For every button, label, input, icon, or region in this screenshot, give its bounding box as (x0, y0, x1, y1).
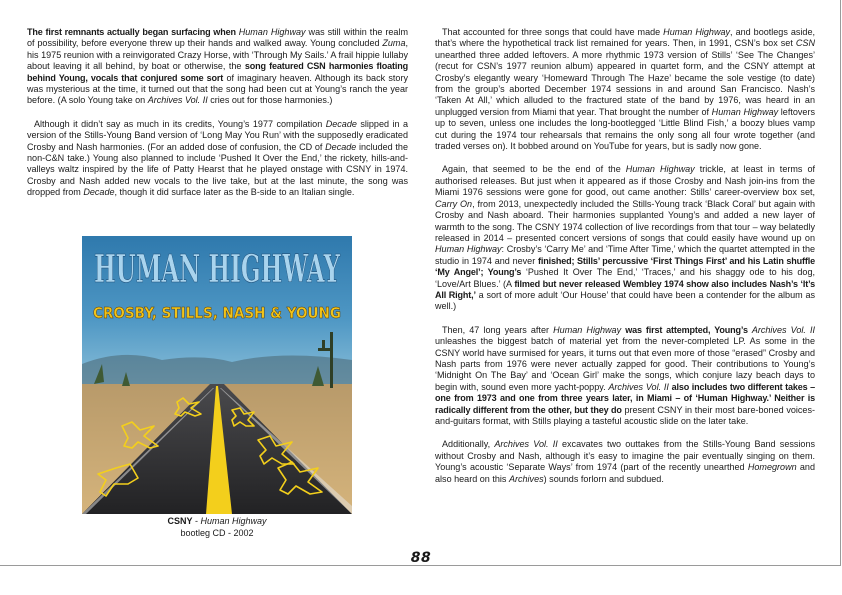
italic-text-run: Human Highway (435, 244, 502, 255)
text-run: Additionally, (442, 439, 495, 450)
italic-text-run: Human Highway (625, 164, 695, 175)
italic-text-run: Human Highway (238, 27, 306, 37)
italic-text-run: Zuma (382, 38, 406, 49)
italic-text-run: Carry On (435, 198, 473, 209)
text-run: Again, that seemed to be the end of the (442, 164, 626, 175)
caption-separator: - (192, 516, 201, 526)
bold-text-run: song featured CSN harmonies floating behind Young, vocals that conjured some sort (27, 61, 408, 83)
text-run: Then, 47 long years after (442, 324, 554, 335)
bold-text-run: The first remnants actually began surfacing when (27, 27, 239, 37)
paragraph (27, 119, 408, 199)
bold-text-run: was first attempted, Young’s (625, 324, 752, 335)
text-run: , and bootlegs aside, that’s where the hypothetical track list remained for years. Then, in 1991, CSN’s box set (435, 27, 816, 49)
italic-text-run: Human Highway (663, 27, 731, 37)
italic-text-run: Archives Vol. II (147, 95, 208, 106)
text-run: , his 1975 reunion with a reinvigorated Crazy Horse, with ‘Through My Sails.’ A frail hippie lullaby about leaving it all behind, by boat or otherwise, the (27, 38, 408, 72)
text-run: of imaginary heaven. Although its back story was mysterious at the time, it turned out that the song had been cut at Young’s ranch the year before. (A solo Young take on (27, 72, 409, 106)
left-column (27, 27, 408, 211)
right-column (435, 27, 815, 497)
text-run: and also heard on this (435, 462, 815, 484)
caption-subtitle: bootleg CD - 2002 (180, 527, 254, 538)
text-run: Although it didn’t say as much in its credits, Young’s 1977 compilation (34, 118, 326, 129)
text-run: a sort of more adult ‘Our House’ that could have been a contender for the album as well.) (435, 289, 815, 312)
text-run: , though it did surface later as the B-side to an Italian single. (114, 187, 355, 198)
bold-text-run: filmed but never released Wembley 1974 show also includes Nash’s ‘It’s All Right,’ (435, 278, 816, 300)
text-run: ‘Pushed It Over The End,’ ‘Traces,’ and his shaggy ode to his dog, ‘Love/Art Blues.’ (A (435, 267, 815, 289)
text-run: present CSNY in their most bare-boned voices-and-guitars format, with Stills playing a tasteful acoustic slide on the later take. (435, 404, 815, 426)
text-run: That accounted for three songs that could have made (442, 27, 664, 37)
text-run: , from 2013, unexpectedly included the Stills-Young track ‘Black Coral’ but again with Crosby and Nash aboard. Their harmonies supplanted Young’s and added a new layer of warmth to the song. The CSNY 1974 collection of live recordings from that tour – way belatedly released in 2014 – presented concert versions of songs that could easily have wound up on (435, 198, 815, 243)
italic-text-run: Archives Vol. II (494, 439, 558, 450)
cover-title: HUMAN HIGHWAY (94, 246, 341, 291)
italic-text-run: Archives Vol. II (751, 324, 816, 335)
text-run: excavates two outtakes from the Stills-Young Band sessions without Crosby and Nash, although it’s easy to imagine the pair eventually singing on them. Young’s acoustic ‘Separate Ways’ from 1974 (part of the recently unearthed (435, 439, 816, 473)
italic-text-run: Homegrown (747, 462, 797, 473)
italic-text-run: Human Highway (553, 324, 622, 335)
italic-text-run: Decade (325, 141, 357, 152)
italic-text-run: Decade (83, 187, 115, 198)
image-caption (82, 516, 352, 539)
caption-album: Human Highway (200, 516, 267, 526)
italic-text-run: Archives Vol. II (608, 381, 669, 392)
text-run: trickle, at least in terms of authorised releases. But just when it appeared as if those Crosby and Nash join-ins from the Miami 1976 sessions were gone for good, out came another: Stills’ career-overview box set, (435, 164, 816, 198)
cover-artists: CROSBY, STILLS, NASH & YOUNG (93, 304, 341, 322)
italic-text-run: Human Highway (711, 106, 779, 117)
text-run: was still within the realm of possibility, before everyone threw up their hands and walked away. Young concluded (27, 27, 408, 49)
italic-text-run: Archives (508, 473, 544, 484)
italic-text-run: Decade (325, 118, 357, 129)
text-run: leftovers up to seven, unless one includes the long-bootlegged ‘Little Blind Fish,’ a boozy blues vamp cut during the 1974 tour rehearsals that remains the only song all four wrote together (and traded verses on). It bobbed around on YouTube for years, but is sadly now gone. (435, 106, 815, 152)
text-run: cries out for those harmonies.) (207, 95, 333, 106)
paragraph (435, 27, 815, 152)
bold-text-run: finished; Stills’ percussive ‘First Things First’ and his Latin shuffle ‘My Angel’; Young’s (435, 255, 815, 278)
paragraph (435, 325, 815, 428)
bold-text-run: also includes two different takes – one from 1973 and one from three years later, in Miami – of ‘Human Highway.’ Neither is radically different from the other, but they do (435, 381, 816, 415)
caption-title (82, 516, 352, 528)
text-run: ) sounds forlorn and subdued. (543, 473, 664, 484)
text-run: unearthed three added leftovers. A more rhythmic 1973 version of Stills’ ‘See The Changes’ (recut for CSN’s 1977 reunion album) appeared in quartet form, and the CSNY attempt at Crosby’s elegantly weary ‘Homeward Through The Haze’ became the sole vestige (to date) from the group’s aborted December 1974 sessions in and around San Francisco. Nash’s ‘Taken At All,’ which alluded to the fractured state of the band by 1976, was heard in an unplugged version from Miami that year. That brought the number of (435, 49, 815, 117)
italic-text-run: CSN (795, 38, 815, 49)
text-run: slipped in a version of the Stills-Young Band version of ‘Long May You Run’ with the supposedly eradicated Crosby and Nash harmonies. (For an added dose of confusion, the CD of (27, 118, 408, 152)
album-cover-image (82, 236, 352, 514)
caption-artist: CSNY (167, 516, 193, 526)
paragraph (435, 164, 815, 312)
text-run: : Crosby’s ‘Carry Me’ and ‘Time After Time,’ which the quartet attempted in the studio in 1974 and never (435, 244, 816, 266)
page-number: 88 (410, 550, 432, 566)
paragraph (27, 27, 408, 107)
text-run: unleashes the biggest batch of material yet from the never-completed LP. As some in the CSNY world have surmised for years, it turns out that even more of those “erased” Crosby and Nash parts from 1976 were never actually zapped for good. Their contributions to Young’s ‘Midnight On The Bay’ and ‘Ocean Girl’ make the songs, which conjure lazy beach days to begin with, sound even more yacht-poppy. (435, 336, 815, 392)
paragraph (435, 439, 815, 485)
text-run: included the non-C&N take.) Young also planned to include ‘Pushed It Over the End,’ the rickety, hills-and-valleys waltz inspired by the life of Patty Hearst that he played onstage with CSNY in 1974. Crosby and Nash added new vocals to the live take, but at the last minute, the song was dropped from (27, 141, 408, 198)
